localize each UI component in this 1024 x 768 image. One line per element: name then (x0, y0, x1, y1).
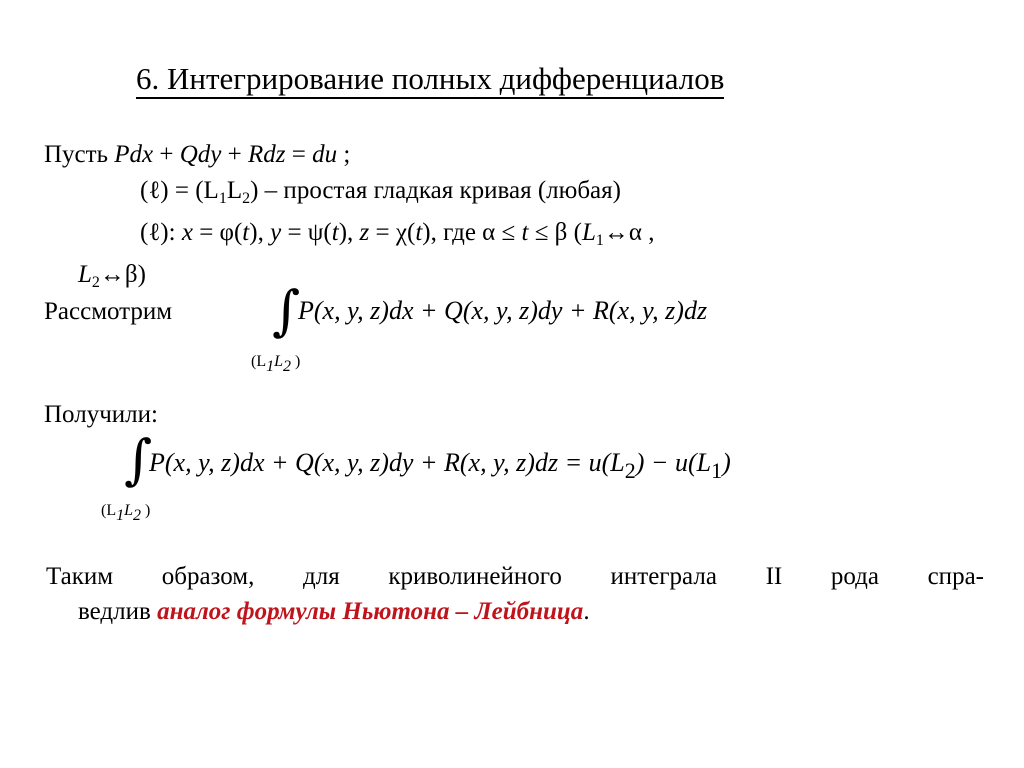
text: ) (291, 353, 301, 370)
text: ), (338, 219, 360, 246)
curve-definition (140, 176, 621, 206)
newton-leibniz-highlight: аналог формулы Ньютона – Лейбница (157, 598, 584, 625)
text: ↔β) (99, 261, 146, 288)
subscript: 1 (116, 507, 125, 524)
equals: = (285, 141, 313, 168)
text: ведлив (78, 598, 158, 625)
statement-line-1 (44, 140, 350, 170)
integral-sign: ∫ (272, 279, 301, 342)
parametrization-continued (78, 260, 146, 290)
P: P (114, 141, 130, 168)
text: (L (101, 502, 117, 519)
text: (L (251, 353, 267, 370)
text: = χ( (369, 219, 416, 246)
conclusion-line-2 (78, 597, 590, 627)
integral-limit (251, 353, 301, 375)
text: (ℓ) = (L (140, 177, 219, 204)
subscript: 1 (711, 458, 723, 483)
t: t (415, 219, 423, 246)
parametrization (140, 218, 654, 248)
text: L (274, 353, 284, 370)
text: = φ( (192, 219, 243, 246)
integrand-expression (298, 296, 707, 326)
y: y (270, 219, 282, 246)
subscript: 2 (283, 358, 292, 375)
lead-word: Пусть (44, 141, 108, 168)
text: L (124, 502, 134, 519)
text: ) (141, 502, 151, 519)
text: = ψ( (281, 219, 332, 246)
text: ) – простая гладкая кривая (любая) (250, 177, 621, 204)
text: L (226, 177, 243, 204)
x: x (181, 219, 193, 246)
period: . (583, 598, 590, 625)
dy: dy (197, 141, 222, 168)
semicolon: ; (337, 141, 351, 168)
R: R (248, 141, 264, 168)
subscript: 1 (218, 190, 227, 207)
formula: ) (722, 448, 731, 477)
consider-label: Рассмотрим (44, 298, 173, 325)
t: t (521, 219, 529, 246)
text: ≤ β ( (528, 219, 582, 246)
subscript: 1 (266, 358, 275, 375)
du: du (312, 141, 338, 168)
formula: P(x, y, z)dx + Q(x, y, z)dy + R(x, y, z)dz = u(L (149, 448, 625, 477)
formula: ) − u(L (635, 448, 712, 477)
subscript: 2 (133, 507, 142, 524)
t: t (242, 219, 250, 246)
result-formula (149, 448, 731, 483)
plus: + (221, 141, 249, 168)
dz: dz (263, 141, 286, 168)
z: z (359, 219, 370, 246)
subscript: 2 (242, 190, 251, 207)
integrand: P(x, y, z)dx + Q(x, y, z)dy + R(x, y, z)dz (298, 296, 708, 325)
conclusion-line-1: Таким образом, для криволинейного интеграла II рода спра- (46, 563, 984, 590)
plus: + (153, 141, 180, 168)
subscript: 1 (595, 232, 604, 249)
text: ↔α , (603, 219, 655, 246)
integral-sign: ∫ (124, 428, 153, 491)
dx: dx (129, 141, 154, 168)
obtained-label: Получили: (44, 401, 158, 428)
t: t (331, 219, 339, 246)
L: L (78, 261, 92, 288)
Q: Q (179, 141, 198, 168)
subscript: 2 (624, 458, 636, 483)
page-title: 6. Интегрирование полных дифференциалов (136, 62, 724, 99)
integral-limit (101, 502, 151, 524)
text: (ℓ): (140, 219, 182, 246)
text: ), (249, 219, 271, 246)
subscript: 2 (91, 274, 100, 291)
text: ), где α ≤ (422, 219, 522, 246)
L: L (581, 219, 596, 246)
